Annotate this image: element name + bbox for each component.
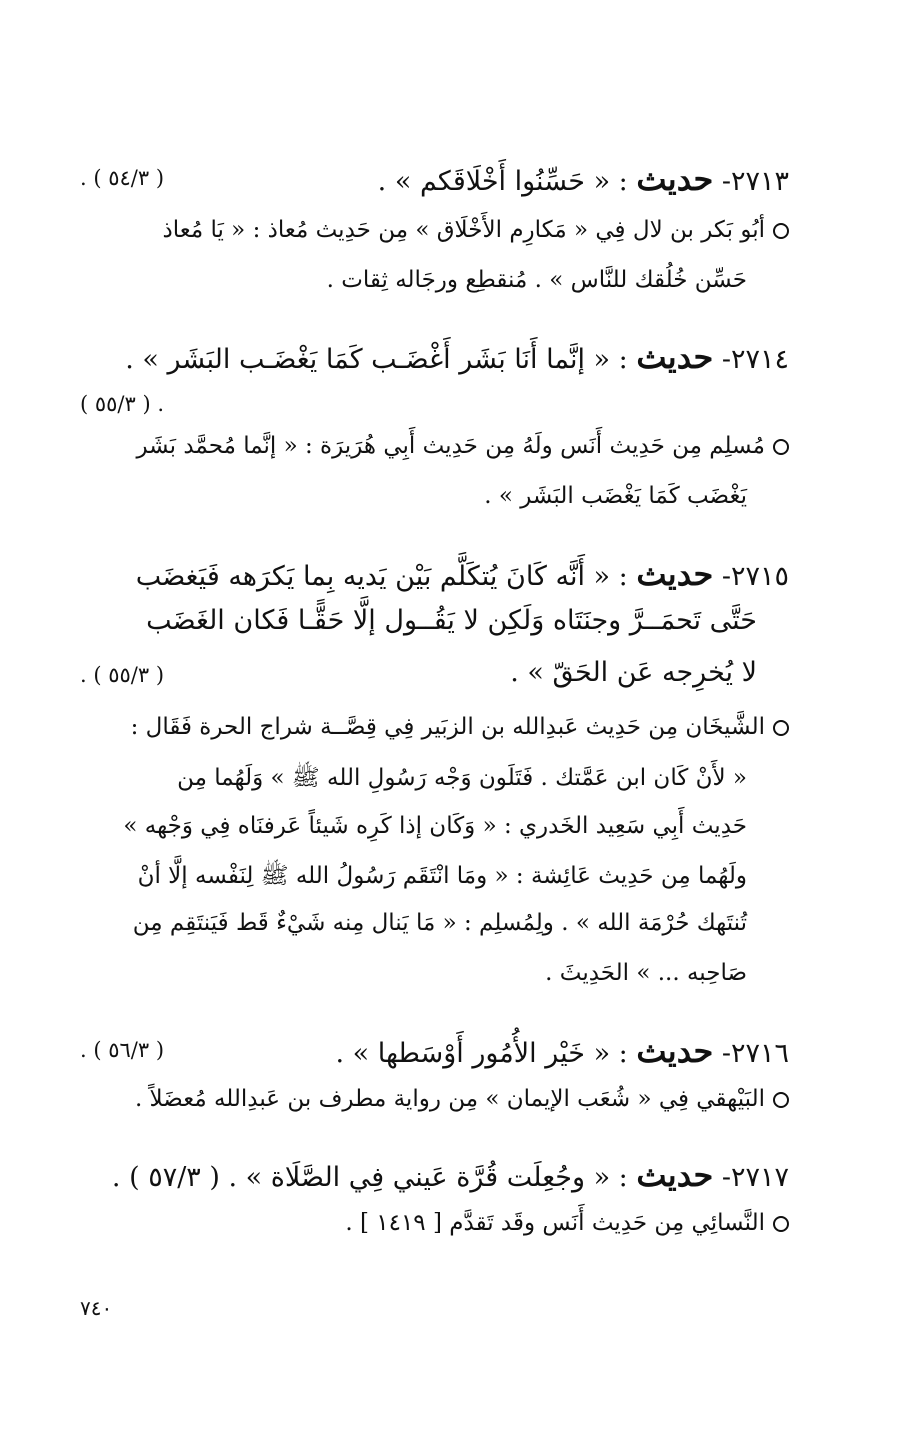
circle-bullet-icon bbox=[773, 439, 789, 455]
hadith-keyword: حديث bbox=[636, 1156, 714, 1194]
hadith-number: ٢٧١٣- bbox=[721, 166, 789, 197]
note-line: ولَهُما مِن حَدِيث عَائِشة : « ومَا انْتَقَم رَسُولُ الله ﷺ لِنَفْسه إلَّا أنْ bbox=[137, 863, 747, 889]
note-line: الشَّيخَان مِن حَدِيث عَبدِالله بن الزبَير فِي قِصَّــة شراج الحرة فَقَال : bbox=[80, 714, 789, 740]
hadith-text-line: لا يُخرِجه عَن الحَقّ » . ( ٥٥/٣ ) . bbox=[80, 657, 757, 688]
hadith-text: : « حَسِّنُوا أَخْلَاقَكم » . bbox=[377, 166, 628, 197]
note-line: النَّسائِي مِن حَدِيث أَنَس وقَد تَقدَّم [ ١٤١٩ ] . bbox=[80, 1210, 789, 1236]
note-line: البَيْهقي فِي « شُعَب الإيمان » مِن رواية مطرف بن عَبدِالله مُعضَلاً . bbox=[80, 1086, 789, 1112]
note-line: حَدِيث أَبِي سَعِيد الخَدري : « وَكَان إذا كَرِه شَيئاً عَرفنَاه فِي وَجْهه » bbox=[123, 813, 747, 839]
hadith-text: : « وجُعِلَت قُرَّة عَيني فِي الصَّلَاة » . ( ٥٧/٣ ) . bbox=[111, 1162, 628, 1193]
circle-bullet-icon bbox=[773, 1216, 789, 1232]
hadith-text: : « خَيْر الأُمُور أَوْسَطها » . bbox=[335, 1038, 628, 1069]
volume-reference: ( ٥٤/٣ ) . bbox=[80, 166, 165, 190]
hadith-text-line: حَتَّى تَحمَــرَّ وجنَتَاه وَلَكِن لا يَقُــول إلَّا حَقًّـا فَكان الغَضَب bbox=[146, 605, 757, 636]
note-line: صَاحِبه ... » الحَدِيثَ . bbox=[545, 960, 747, 986]
circle-bullet-icon bbox=[773, 1092, 789, 1108]
note-line: « لأَنْ كَان ابن عَمَّتك . فَتَلَون وَجْه رَسُولِ الله ﷺ » وَلَهُما مِن bbox=[177, 765, 747, 791]
hadith-heading bbox=[80, 1156, 789, 1194]
hadith-number: ٢٧١٦- bbox=[721, 1038, 789, 1069]
hadith-heading bbox=[80, 338, 789, 376]
circle-bullet-icon bbox=[773, 720, 789, 736]
volume-reference: ( ٥٦/٣ ) . bbox=[80, 1038, 165, 1062]
volume-reference: ( ٥٥/٣ ) . bbox=[80, 663, 165, 687]
note-line: أبُو بَكر بن لال فِي « مَكارِم الأَخْلَاق » مِن حَدِيث مُعاذ : « يَا مُعاذ bbox=[80, 217, 789, 243]
volume-reference: . ( ٥٥/٣ ) bbox=[80, 392, 165, 416]
hadith-text: : « إنَّما أَنَا بَشَر أَغْضَـب كَمَا يَغْضَـب البَشَر » . bbox=[125, 344, 628, 375]
hadith-number: ٢٧١٤- bbox=[721, 344, 789, 375]
note-line: مُسلِم مِن حَدِيث أَنَس ولَهُ مِن حَدِيث أَبِي هُرَيرَة : « إنَّما مُحمَّد بَشَر bbox=[80, 433, 789, 459]
hadith-number: ٢٧١٧- bbox=[721, 1162, 789, 1193]
hadith-number: ٢٧١٥- bbox=[721, 561, 789, 592]
hadith-heading bbox=[80, 1032, 789, 1070]
hadith-keyword: حديث bbox=[636, 555, 714, 593]
page-number: ٧٤٠ bbox=[80, 1296, 113, 1320]
circle-bullet-icon bbox=[773, 223, 789, 239]
note-line: تُنتَهك حُرْمَة الله » . ولِمُسلِم : « مَا يَنال مِنه شَيْءٌ قَط فَيَنتَقِم مِن bbox=[132, 910, 747, 936]
note-line: يَغْضَب كَمَا يَغْضَب البَشَر » . bbox=[484, 483, 747, 509]
hadith-keyword: حديث bbox=[636, 338, 714, 376]
note-line: حَسِّن خُلُقك للنَّاس » . مُنقطِع ورجَاله ثِقات . bbox=[326, 267, 747, 293]
hadith-heading bbox=[80, 160, 789, 198]
hadith-keyword: حديث bbox=[636, 160, 714, 198]
hadith-heading bbox=[80, 555, 789, 593]
hadith-text: : « أَنَّه كَانَ يُتكَلَّم بَيْن يَديه بِما يَكرَهه فَيَغضَب bbox=[135, 561, 628, 592]
hadith-keyword: حديث bbox=[636, 1032, 714, 1070]
